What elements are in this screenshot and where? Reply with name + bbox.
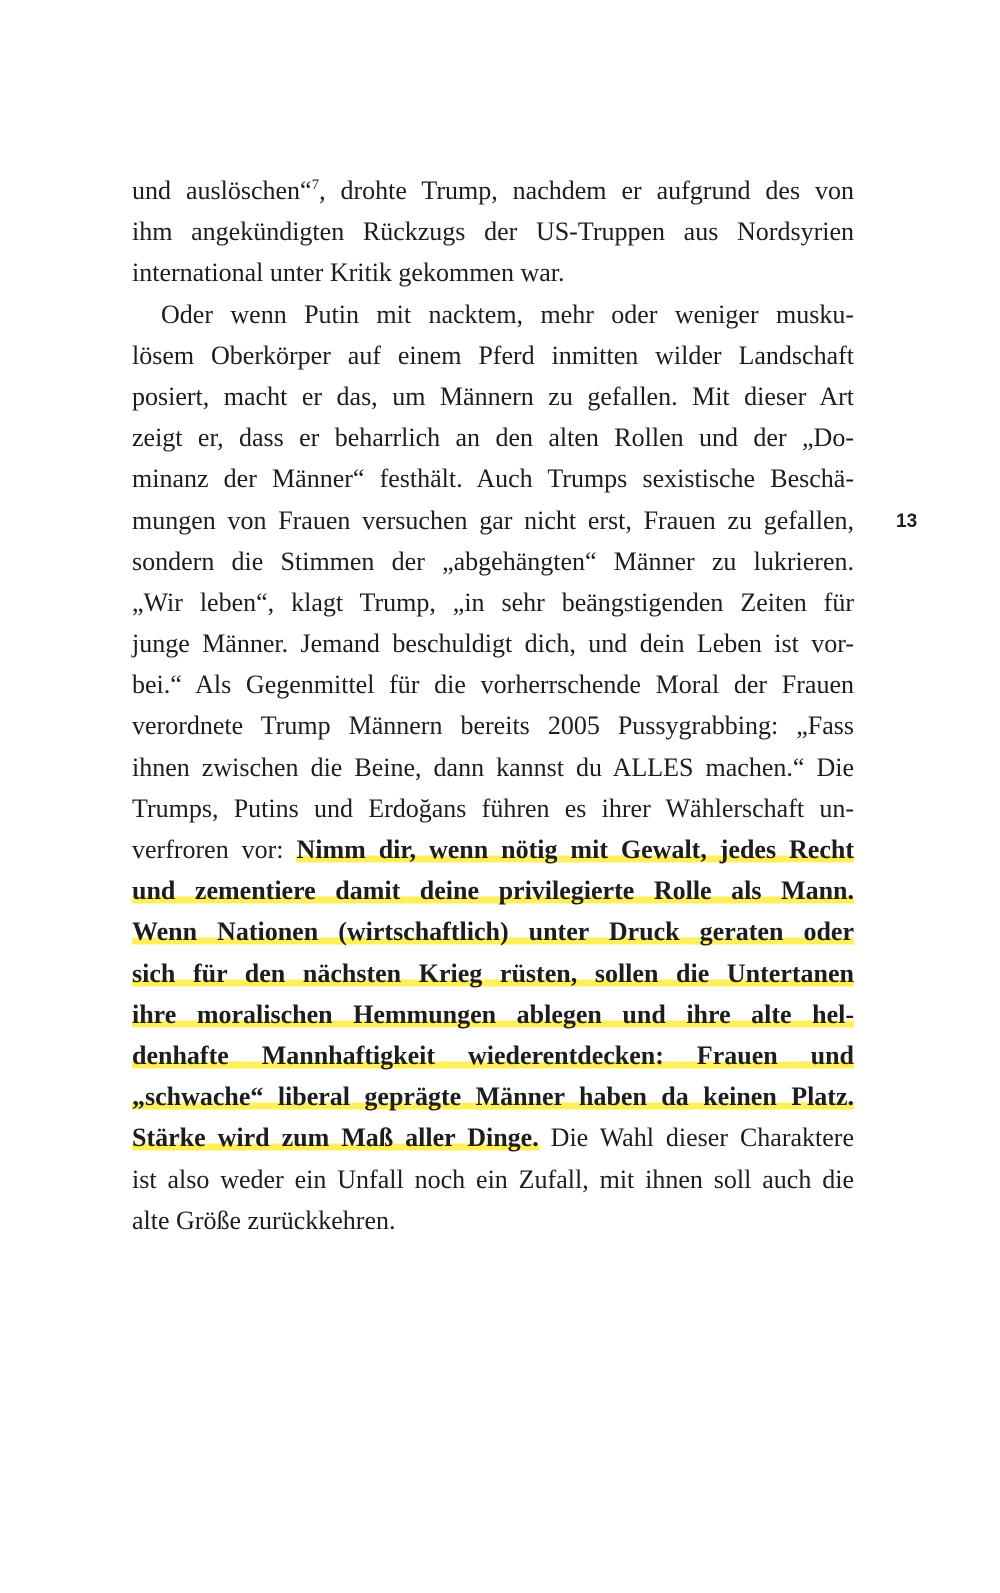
text-line: alte Größe zurückkehren. [132, 1205, 396, 1235]
highlighted-text: Wenn Nationen (wirtschaftlich) unter Druck geraten oder [132, 917, 854, 947]
text-line: „Wir leben“, klagt Trump, „in sehr beängstigenden Zeiten für [132, 587, 854, 617]
text-fragment: verfroren vor: [132, 835, 297, 864]
highlighted-line [132, 953, 854, 994]
highlighted-text: Nimm dir, wenn nötig mit Gewalt, jedes Recht [296, 835, 854, 864]
text-line: bei.“ Als Gegenmittel für die vorherrschende Moral der Frauen [132, 670, 854, 700]
text-line: ihnen zwischen die Beine, dann kannst du ALLES machen.“ Die [132, 752, 854, 782]
text-line [132, 170, 854, 211]
highlighted-line [132, 870, 854, 911]
highlighted-line [132, 911, 854, 952]
highlighted-line [132, 1076, 854, 1117]
text-line: sondern die Stimmen der „abgehängten“ Männer zu lukrieren. [132, 546, 854, 576]
text-line: Trumps, Putins und Erdoğans führen es ihrer Wählerschaft un- [132, 793, 854, 823]
highlighted-text: ihre moralischen Hemmungen ablegen und ihre alte hel- [132, 999, 854, 1029]
text-line: minanz der Männer“ festhält. Auch Trumps sexistische Beschä- [132, 464, 854, 494]
text-fragment: und auslöschen“ [132, 176, 312, 205]
text-line: posiert, macht er das, um Männern zu gefallen. Mit dieser Art [132, 381, 854, 411]
text-line [132, 1117, 854, 1158]
text-line: lösem Oberkörper auf einem Pferd inmitten wilder Landschaft [132, 340, 854, 370]
text-line [132, 829, 854, 870]
highlighted-text: denhafte Mannhaftigkeit wiederentdecken: Frauen und [132, 1040, 854, 1070]
page-number: 13 [896, 511, 918, 532]
highlighted-text: sich für den nächsten Krieg rüsten, sollen die Untertanen [132, 958, 854, 988]
text-line: ihm angekündigten Rückzugs der US-Truppen aus Nordsyrien [132, 217, 854, 247]
paragraph-first-line: Oder wenn Putin mit nacktem, mehr oder weniger musku- [161, 299, 854, 329]
text-line: ist also weder ein Unfall noch ein Zufall, mit ihnen soll auch die [132, 1164, 854, 1194]
text-fragment: Die Wahl dieser Charaktere [538, 1123, 855, 1153]
text-line: zeigt er, dass er beharrlich an den alten Rollen und der „Do- [132, 423, 854, 453]
text-line: mungen von Frauen versuchen gar nicht erst, Frauen zu gefallen, [132, 505, 854, 535]
highlighted-text: Stärke wird zum Maß aller Dinge. [132, 1123, 539, 1153]
highlighted-line [132, 1035, 854, 1076]
highlighted-line [132, 994, 854, 1035]
body-text [132, 170, 854, 1241]
text-line: junge Männer. Jemand beschuldigt dich, und dein Leben ist vor- [132, 629, 854, 659]
text-line: verordnete Trump Männern bereits 2005 Pussygrabbing: „Fass [132, 711, 854, 741]
text-fragment: , drohte Trump, nachdem er aufgrund des von [319, 176, 854, 205]
text-line: international unter Kritik gekommen war. [132, 258, 565, 288]
highlighted-text: „schwache“ liberal geprägte Männer haben da keinen Platz. [132, 1082, 854, 1112]
footnote-marker[interactable]: 7 [311, 177, 320, 193]
highlighted-text: und zementiere damit deine privilegierte Rolle als Mann. [132, 876, 854, 906]
